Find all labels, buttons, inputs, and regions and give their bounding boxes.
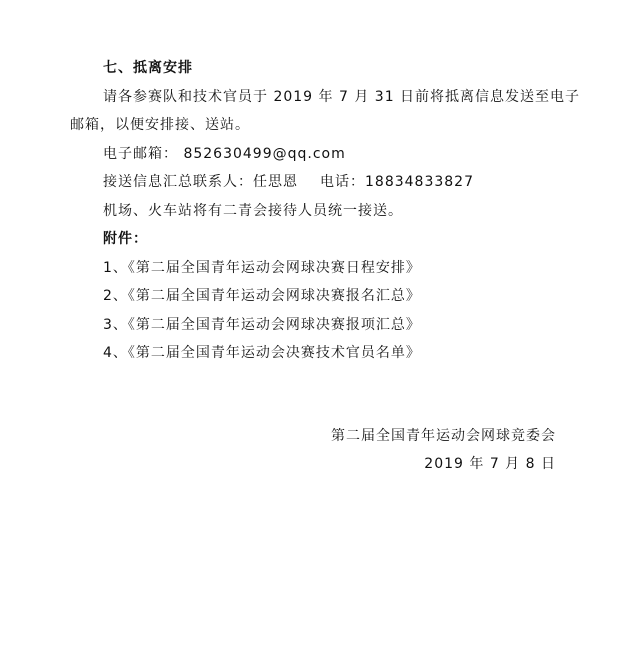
contact-label: 接送信息汇总联系人：任思恩 [103,174,298,190]
attachment-item-1: 1、《第二届全国青年运动会网球决赛日程安排》 [103,260,421,276]
attachment-item-3: 3、《第二届全国青年运动会网球决赛报项汇总》 [103,317,421,333]
attachment-item-4: 4、《第二届全国青年运动会决赛技术官员名单》 [103,345,421,361]
attachments-heading: 附件： [103,231,148,247]
email-value: 852630499@qq.com [183,146,346,162]
phone-label: 电话： [320,174,365,190]
signature-date-block [0,454,556,474]
contact-line [103,172,474,192]
signature-date: 2019 年 7 月 8 日 [424,456,556,472]
email-label: 电子邮箱： [103,146,178,162]
pickup-note: 机场、火车站将有二青会接待人员统一接送。 [103,203,403,219]
paragraph-line-1: 请各参赛队和技术官员于 2019 年 7 月 31 日前将抵离信息发送至电子 [103,89,581,105]
signature-block [0,426,556,446]
phone-value: 18834833827 [365,174,474,190]
signature-organization: 第二届全国青年运动会网球竞委会 [331,428,556,444]
attachment-item-2: 2、《第二届全国青年运动会网球决赛报名汇总》 [103,288,421,304]
paragraph-line-2: 邮箱，以便安排接、送站。 [70,117,250,133]
email-line [103,144,346,164]
section-title: 七、抵离安排 [103,60,193,76]
